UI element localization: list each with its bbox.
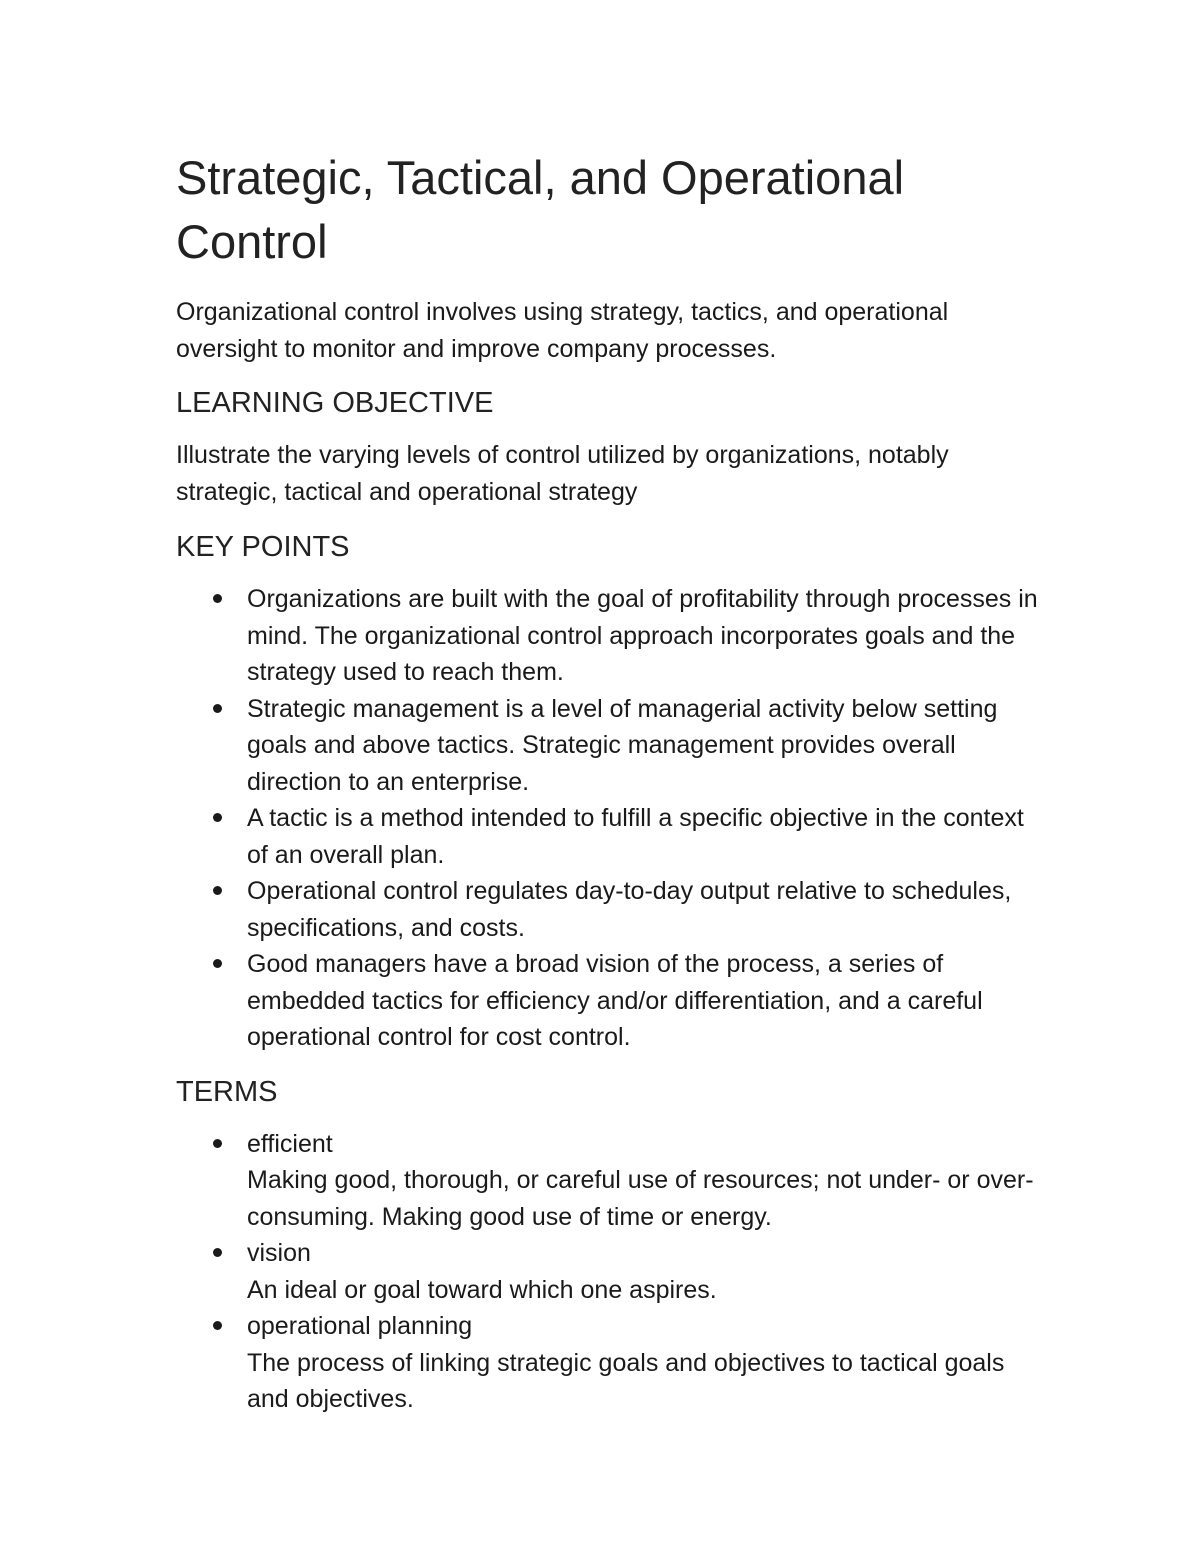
term-definition: The process of linking strategic goals and objectives to tactical goals and objectives. [247,1348,1005,1413]
term-item [176,1126,1046,1236]
list-item [176,581,1046,691]
term-name: operational planning [247,1312,473,1340]
learning-objective-text: Illustrate the varying levels of control utilized by organizations, notably strategic, tactical and operational strategy [176,441,949,506]
term-name: vision [247,1239,311,1267]
terms-list [176,1126,1046,1418]
bullet-icon [213,1248,222,1257]
terms-heading: TERMS [176,1075,278,1108]
list-item [176,946,1046,1056]
bullet-icon [213,886,222,895]
key-point-text: Operational control regulates day-to-day output relative to schedules, specifications, and costs. [247,877,1012,942]
bullet-icon [213,704,222,713]
term-item [176,1235,1046,1308]
bullet-icon [213,1139,222,1148]
learning-objective-heading: LEARNING OBJECTIVE [176,387,494,419]
key-points-list [176,581,1046,1056]
intro-paragraph: Organizational control involves using strategy, tactics, and operational oversight to monitor and improve company processes. [176,298,949,363]
document-page [176,146,1046,1418]
page-title: Strategic, Tactical, and Operational Control [176,151,905,268]
term-definition: An ideal or goal toward which one aspires. [247,1275,717,1304]
list-item [176,691,1046,801]
list-item [176,800,1046,873]
term-item [176,1308,1046,1418]
bullet-icon [213,959,222,968]
list-item [176,873,1046,946]
key-points-heading: KEY POINTS [176,531,350,563]
term-definition: Making good, thorough, or careful use of resources; not under- or over-consuming. Making good use of time or energy. [247,1166,1034,1231]
bullet-icon [213,1321,222,1330]
key-point-text: Strategic management is a level of managerial activity below setting goals and above tactics. Strategic management provides overall direction to an enterprise. [247,694,998,796]
key-point-text: A tactic is a method intended to fulfill a specific objective in the context of an overall plan. [247,804,1024,869]
key-point-text: Good managers have a broad vision of the process, a series of embedded tactics for efficiency and/or differentiation, and a careful operational control for cost control. [247,950,983,1051]
bullet-icon [213,813,222,822]
term-name: efficient [247,1129,333,1158]
key-point-text: Organizations are built with the goal of profitability through processes in mind. The organizational control approach incorporates goals and the strategy used to reach them. [247,585,1038,686]
bullet-icon [213,594,222,603]
